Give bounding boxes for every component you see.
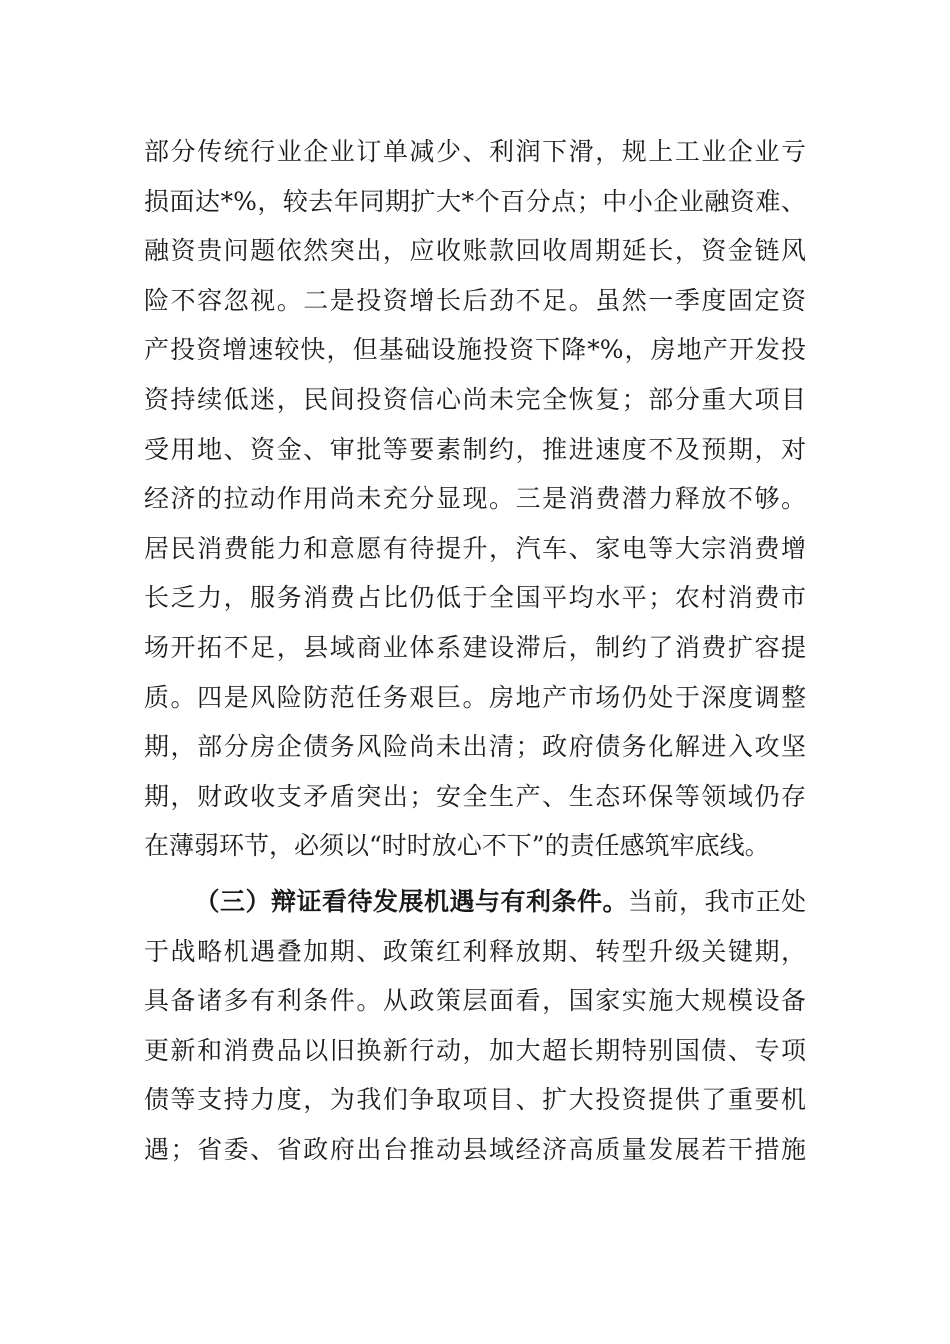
document-body xyxy=(144,127,806,1174)
text-line: 居民消费能力和意愿有待提升，汽车、家电等大宗消费增 xyxy=(144,533,806,563)
text-line: 更新和消费品以旧换新行动，加大超长期特别国债、专项 xyxy=(144,1035,806,1065)
text-line: 质。四是风险防范任务艰巨。房地产市场仍处于深度调整 xyxy=(144,682,806,712)
text-line: 遇；省委、省政府出台推动县域经济高质量发展若干措施 xyxy=(144,1134,806,1164)
text-line: 债等支持力度，为我们争取项目、扩大投资提供了重要机 xyxy=(144,1085,806,1115)
section-heading: （三）辩证看待发展机遇与有利条件。 xyxy=(194,886,628,916)
text-line: 于战略机遇叠加期、政策红利释放期、转型升级关键期， xyxy=(144,936,806,966)
text-line: 期，财政收支矛盾突出；安全生产、生态环保等领域仍存 xyxy=(144,781,806,811)
text-line: 损面达*%，较去年同期扩大*个百分点；中小企业融资难、 xyxy=(144,186,806,216)
heading-trailing-text: 当前，我市正处 xyxy=(627,886,806,916)
text-line: 资持续低迷，民间投资信心尚未完全恢复；部分重大项目 xyxy=(144,384,806,414)
paragraph-risks xyxy=(144,127,806,871)
text-line: 具备诸多有利条件。从政策层面看，国家实施大规模设备 xyxy=(144,986,806,1016)
text-line: 险不容忽视。二是投资增长后劲不足。虽然一季度固定资 xyxy=(144,285,806,315)
text-line: 在薄弱环节，必须以“时时放心不下”的责任感筑牢底线。 xyxy=(144,831,770,861)
paragraph-opportunities xyxy=(144,877,806,1175)
text-line: 产投资增速较快，但基础设施投资下降*%，房地产开发投 xyxy=(144,335,806,365)
text-line: 经济的拉动作用尚未充分显现。三是消费潜力释放不够。 xyxy=(144,484,806,514)
text-line: 受用地、资金、审批等要素制约，推进速度不及预期，对 xyxy=(144,434,806,464)
paragraph-first-line xyxy=(144,877,806,927)
text-line: 融资贵问题依然突出，应收账款回收周期延长，资金链风 xyxy=(144,236,806,266)
text-line: 期，部分房企债务风险尚未出清；政府债务化解进入攻坚 xyxy=(144,732,806,762)
text-line: 部分传统行业企业订单减少、利润下滑，规上工业企业亏 xyxy=(144,137,806,166)
text-line: 长乏力，服务消费占比仍低于全国平均水平；农村消费市 xyxy=(144,583,806,613)
text-line: 场开拓不足，县域商业体系建设滞后，制约了消费扩容提 xyxy=(144,632,806,662)
